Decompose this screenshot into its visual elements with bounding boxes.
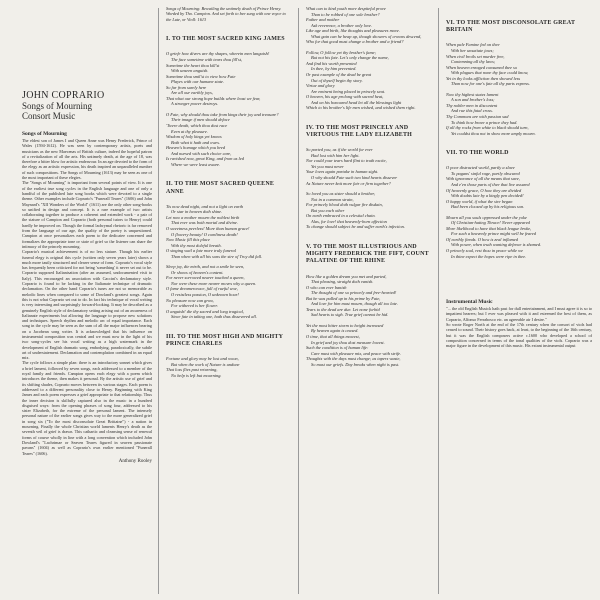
verse-line: And nursed with such choice care,: [171, 150, 232, 156]
column-divider: [298, 8, 299, 594]
verse-line: Had lost with him her light.: [311, 152, 360, 158]
instrumental-notes: [446, 299, 592, 348]
essay-paragraph: The eldest son of James I and Queen Anne was Henry Frederick, Prince of Wales (1594-1612). He was seen by contemporary artists, poets and musicians as the new Maecenas of British culture, indeed the hopeful patron of a revitalization of all the arts. His untimely death, at the age of 18, was therefore a bitter blow for artistic endeavour. In an age devoted to the form of the elegy as an artistic expression, his death inspired an unparalleled number of such compositions. The Songs of Mourning (1613) may be seen as one of the most important of these elegies.: [22, 138, 152, 181]
verse-line: With ignorance of all the means that save,: [446, 176, 520, 182]
verse-line: O anguish! die thy sacred and long tragical,: [166, 308, 244, 314]
verse-line: That loss flies past returning,: [166, 367, 218, 373]
verse-line: Father and mother: [306, 17, 340, 23]
verse-line: O sweetness peerless! More than human grace!: [166, 225, 250, 231]
section-heading: VII. TO THE WORLD: [446, 150, 509, 157]
verse-line: The thought of one so princely and free-hearted!: [311, 290, 397, 296]
verse-line: O time, that all things mowest,: [306, 333, 360, 339]
verse-line: Sleep joy, die mirth, and not a smile be seen,: [166, 264, 245, 270]
verse-line: So loved you as sister should a brother,: [306, 191, 375, 197]
verse-line: Follow, O follow yet thy brother's fame;: [306, 49, 377, 55]
verse-line: To think how brave a prince they had.: [451, 119, 518, 125]
verse-line: Nor were these more nearer moves why a queen.: [171, 280, 257, 286]
verse-line: And find his worth presented: [306, 60, 357, 66]
column-divider: [158, 8, 159, 594]
verse-line: By heaven again is ceased.: [311, 328, 359, 334]
verse-line: That pleasing, straight doth vanish.: [311, 279, 374, 285]
verse-line: Are all our earthly joys,: [171, 90, 213, 96]
verse-line: Let now a mother mourn the noblest birth: [166, 214, 240, 220]
verse-line: To pagans' sinful rage, partly obscured: [451, 170, 520, 176]
verse-line: Thy nobler men in discontent: [446, 102, 498, 108]
verse-line: O why should Fate such two kind hearts dissever: [311, 174, 398, 180]
stanza: [166, 51, 292, 106]
verse-line: O who can ever banish: [306, 284, 347, 290]
stanza: [306, 274, 432, 318]
verse-line: Their image if men should deface: [171, 117, 230, 123]
verse-line: Or shows of heaven's content.: [171, 269, 224, 275]
verse-line: Of heavenly grace, O how they are divided: [446, 187, 522, 193]
album-subtitle-1: Songs of Mourning: [22, 101, 93, 111]
song-sections: [306, 125, 432, 367]
section-heading: III. TO THE MOST HIGH AND MIGHTY PRINCE CHARLES: [166, 333, 283, 347]
verse-line: Like age and birth, like thoughts and pleasures move.: [306, 28, 400, 34]
verse-line: O resistless passion, O unknown hour!: [171, 291, 239, 297]
composer-title: JOHN COPRARIO: [22, 90, 105, 101]
verse-line: With power, when truth wanting defence is shamed.: [451, 242, 542, 248]
verse-line: Had been cloosed up by his religious son.: [451, 204, 525, 210]
verse-line: Fortune and glory may be lost and woon,: [166, 356, 239, 362]
verse-line: Thy Commons are with passion sad: [446, 113, 509, 119]
verse-line: And love for him must mourn, though all too late.: [311, 301, 398, 307]
verse-line: With unseen anguish.: [171, 68, 209, 74]
verse-line: O princely soul, rest thou in peace while we: [446, 248, 524, 254]
verse-line: 'Twere death, which thou dost race: [166, 122, 228, 128]
verse-line: Sad hearts to sigh. True grief cannot be hid.: [311, 312, 389, 318]
verse-line: O fame dreamerceace, full of rueful woe,: [166, 286, 238, 292]
instrumental-heading: Instrumental Music: [446, 299, 493, 306]
verse-line: Where we were least aware.: [171, 161, 221, 167]
verse-line: And on his honoured head let all the blessings light: [311, 99, 402, 105]
verse-line: With her unsatiate jaws;: [451, 47, 494, 53]
verse-line: Your loves again partake in human sight.: [306, 169, 379, 175]
essay-paragraph: The "Songs of Mourning" is important from several points of view. It is one of the earliest true song cycles in the English language and one of only a handful of the published lute song books which were devoted to a single theme. Other examples include Coprario's "Funerall Teares" (1606) and John Maynard's "XII Wonders of the World" (1611) are the only other song-books so unified in design and concept. It is a rare example of two artists collaborating together to produce a coherent and extended work - a pair of the stature of Campion and Coprario (both personal tutors to Henry) could hardly be improved on. Though the formal lachrymal rhetoric is far removed from the language of our age, the quality of the poetry is unquestioned. Campion at once personalizes each poem to the dedicatee concerned and formalizes the appropriate tone or state of grief so the listener can share the intimacy of the princely mourning.: [22, 180, 152, 249]
verse-line: With thy most doleful breath.: [171, 242, 222, 248]
essay-paragraph: The cycle follows a simple plan: there is an introductory sonnet which gives a brief lament, followed by seven songs, each addressed to a member of the royal family and friends. Campion opens each elegy with a poem which introduces the theme, then makes it personal. By the artistic use of grief and its shifting shades, Coprario moves between its various stages. Each poem is addressed to a different personality close to Henry. Beginning with King James and each poem expresses a grief appropriate to that relationship. Thus the inner decision is skilfully captured also in the music in a hundred disguised ways: from the opening phrases of song four, addressed to his sister Elizabeth, for the extreme of the personal lament. The intensely personal nature of the earlier songs gives way to the more generalized grief in song six ("To the most disconsolate Great Brittaine") - a nation in mourning. Finally the whole Christian world laments Henry's death as the seventh veil of grief is drawn. This cathartic and cleansing sense of renewal forms of course wholly in line with a long convention which included John Dowland's "Lachrimae or Seaven Teares figured in seaven passionate pavans" (1604) as well as Coprario's own earlier mentioned "Funerall Teares" (1606).: [22, 360, 152, 456]
verse-line: Such the condition is of human life:: [306, 345, 369, 351]
verse-line: With plagues that none thy face could know,: [451, 70, 529, 76]
stanza: [446, 42, 592, 86]
verse-line: No help is left but mourning.: [171, 372, 222, 378]
verse-line: So far from surely here: [166, 84, 207, 90]
essay-column: [0, 0, 158, 600]
verse-line: More likelihood to have that black league broke,: [446, 225, 532, 231]
song-sections: [166, 36, 292, 378]
verse-line: As Nature never knit more fair or firm together?: [306, 180, 391, 186]
verse-line: Or star in heaven doth shine.: [171, 209, 223, 215]
verse-line: Mourn all you souls oppressed under the yoke: [446, 214, 527, 220]
verse-line: For never sorrowed nearer touched a queen,: [166, 275, 245, 281]
verse-line: In thee, by him prevented.: [311, 66, 357, 72]
verse-line: Than now for one's fate all thy parts express.: [451, 81, 530, 87]
section-heading: VI. TO THE MOST DISCONSOLATE GREAT BRITAIN: [446, 20, 576, 34]
verse-line: Ask reverence, a brother only love.: [311, 22, 373, 28]
stanza: [166, 204, 292, 259]
verse-line: In grief and joy thou dost measure lowest.: [311, 339, 385, 345]
lyrics-column-3: [300, 0, 436, 600]
stanza: [306, 50, 432, 111]
verse-line: Yet you must never: [311, 163, 344, 169]
verse-line: When pale Famine fed on thee: [446, 42, 500, 48]
lyrics-column-4: [440, 0, 600, 600]
verse-line: Or past example of the dead be great: [306, 72, 372, 78]
song-sections: [446, 20, 592, 259]
verse-line: O poor distracted world, partly a slave: [446, 165, 515, 171]
stanza: [446, 215, 592, 259]
verse-line: That what our strong hope builds where least we fear,: [166, 95, 261, 101]
verse-line: Yet couldst thou not in show more amply mourn.: [451, 130, 536, 136]
verse-line: Contemning all thy laws;: [451, 59, 496, 65]
verse-line: And e'en those parts of thee that live assured: [451, 182, 530, 187]
verse-line: Heaven's homage which you bred: [166, 145, 226, 151]
verse-line: That ever was both mortal and divine.: [171, 220, 238, 226]
album-subtitle-2: Consort Music: [22, 111, 76, 121]
verse-line: Sometime the heart thou kill'st: [166, 62, 220, 68]
stanza: [166, 264, 292, 319]
verse-line: Tis now dead night, and not a light on earth: [166, 203, 244, 209]
verse-line: Sometime thou smil'st to view how Fate: [166, 73, 236, 79]
verse-line: But he was pulled up in his prime by Fate,: [306, 295, 381, 301]
stanza: [306, 147, 432, 186]
verse-line: Care must with pleasure mix, and peace with strife.: [311, 350, 402, 356]
stanza: [446, 92, 592, 136]
verse-line: O singing wail a fate more truly funeral: [166, 248, 236, 254]
verse-line: If all thy rocks from white to black should turn,: [446, 125, 529, 131]
lyrics-column-2: [160, 0, 296, 600]
verse-line: A son and brother's loss;: [451, 97, 495, 103]
verse-line: Out of thyself begin thy story.: [311, 77, 363, 83]
stanza: [446, 165, 592, 209]
verse-line: So must our griefs. Day breaks when night is past.: [311, 361, 400, 367]
verse-line: O Fate, why should thou take from kings their joy and treasure?: [166, 111, 279, 117]
verse-line: But you each other: [311, 207, 345, 213]
verse-line: So parted you, as if the world for ever: [306, 147, 373, 153]
essay-paragraph: Coprario's musical achievement is of no less stature. Though his earlier funeral elegy is original this cycle (written only seven years later) shows a much more tautly structured and clearer sense of form. Coprario's vocal style has frequently been criticized for not being 'something' it never set out to be. Coprario supposed Italianisation (after an assumed, undocumented visit to Italy). This encouraged an association with Caccini's declamatory style. Coprario is found to be lacking in the Italianate technique of dramatic declamation. On the other hand Coprario's tunes are not so memorable as melodic lines when compared to some of Dowland's greatest songs. Again this is not what Coprario set out to do. In fact his technique of vocal writing is very interesting and surprisingly forward-looking. It may be described as a genuinely English style of declamatory setting arising out of an awareness of Italianate experiments but allowing the language to propose new solutions and techniques. Speech rhythm and melodic arc of equal importance. Each song in the cycle may be seen as the sum of all the major influences bearing on a Jacobean song writer. It is acknowledged that his influence on instrumental composition was central and we must now in the light of his two song-cycles see his vocal writing as a high watermark in the development of English dramatic song, embodying, paradoxically, the subtle art of understatement. Declamation and contemplation combined in an equal mix.: [22, 249, 152, 361]
verse-line: Now thy highest states lament: [446, 91, 499, 97]
verse-line: A stronger power destroys.: [171, 101, 219, 107]
verse-line: But when the work of Nature is undone: [171, 361, 240, 367]
verse-line: To change should subject be and suffer earth's infection.: [306, 224, 405, 230]
column-divider: [438, 8, 439, 594]
verse-line: Playes with our humane state.: [171, 79, 225, 85]
verse-line: Than when with all his sons the sire of Troy did fall.: [171, 253, 263, 259]
verse-line: For withered is her flower.: [171, 303, 218, 309]
section-heading: I. TO THE MOST SACRED KING JAMES: [166, 36, 285, 43]
verse-line: Now Music fill this place: [166, 237, 210, 243]
section-heading: II. TO THE MOST SACRED QUEENE ANNE: [166, 181, 275, 195]
song-continuation: [306, 6, 432, 111]
verse-line: For such a heavenly prince might well be feared: [451, 231, 536, 237]
stanza: [166, 112, 292, 167]
verse-line: Yet the most bitter storm to height increased: [306, 322, 384, 328]
verse-line: Virtue and glory: [306, 83, 335, 89]
instrumental-paragraph: So wrote Roger North at the end of the 17th century when the consort of viols had ceased to sound. Their history goes back, at least, to the beginning of the 16th century, but it was the English composers active c.1600 who developed a school of composition concerned in terms of the tonal qualities of the viols. Coprario was a major figure in the development of this music. His extant instrumental output: [446, 322, 592, 349]
verse-line: Of earthly fiends. O how is zeal inflamed: [446, 236, 518, 242]
stanza: [306, 6, 432, 45]
verse-line: Than to be robbed of one sole brother?: [311, 11, 380, 17]
verse-line: When heaven enraged consumed thee so: [446, 64, 518, 70]
verse-line: The face sometime with tears thou fill'st,: [171, 56, 243, 62]
verse-line: Is ravished now, great King, and from us led: [166, 156, 244, 162]
verse-line: Tears to the dead are due. Let none forbid: [306, 306, 380, 312]
stanza: [306, 191, 432, 230]
verse-line: Nor could your tears hard flint to truth excite,: [306, 158, 387, 164]
author-signature: Anthony Rooley: [118, 458, 152, 464]
section-heading: V. TO THE MOST ILLUSTRIOUS AND MIGHTY FREDERICK THE FIFT, COUNT PALATINE OF THE RHINE: [306, 243, 429, 265]
verse-line: Are eminent being placed in princely seat.: [311, 88, 386, 94]
instrumental-paragraph: "... the old English Musick hath past for dull entertainment, and I must agree it is so to impatient hearers; but I ever was pleased with it and esteemed the best of them, as Coprario, Alfonso Ferrabosco etc. an agreeable air I desire.": [446, 306, 592, 322]
verse-line: Thoughts with the days must change; as tapers waste,: [306, 356, 401, 362]
verse-line: Who for that good must change a brother and a friend?: [306, 39, 404, 45]
verse-line: Yet in thy looks affliction then showed less: [446, 75, 521, 81]
verse-line: Since fate in taking one, hath thus dissevered all.: [171, 314, 257, 320]
verse-line: No pleasure now can grow,: [166, 297, 214, 303]
essay-heading: Songs of Mourning: [22, 131, 67, 137]
verse-line: How like a golden dream you met and parted,: [306, 273, 387, 279]
verse-line: In thine expect the hopes were ripe in thee.: [451, 253, 527, 259]
verse-line: Which to his brother's life men wished, and wished them right.: [306, 105, 416, 111]
verse-line: Even at thy pleasure.: [171, 128, 208, 134]
verse-line: For princely blood doth vulgar fire disdain,: [306, 202, 383, 208]
verse-line: But not his fate. Let's only change the name,: [311, 55, 389, 61]
verse-line: O heaven, his age prolong with sacred heat,: [306, 94, 384, 100]
stanza: [306, 323, 432, 367]
verse-line: And rue this fatal cross.: [451, 108, 493, 114]
verse-line: On earth embraced in a celestial chain.: [306, 213, 376, 219]
verse-line: Alas, for love! that heavenly-born affection: [311, 218, 387, 224]
section-heading: IV. TO THE MOST PRINCELY AND VIRTUOUS THE LADY ELIZABETH: [306, 124, 413, 139]
verse-line: Not in a common strain,: [311, 196, 354, 202]
verse-line: Of Christian-hating Thrace! Never appeared: [451, 220, 530, 226]
dedication-text: Songs of Mourning: Bewailing the untimely death of Prince Henry. Worded by Tho. Campion. And set forth to bee sung with one voyce to the Lute, or Violl: 1613: [166, 6, 286, 22]
verse-line: What gain can he heap up, though showers of crowns descend,: [311, 33, 422, 39]
verse-line: With doubts late by a kingly pen decided!: [451, 193, 524, 199]
verse-line: Wisdom of holy kings yet knows: [166, 134, 222, 140]
verse-line: When civil broils set murder free,: [446, 53, 505, 59]
verse-line: O flowery beauty! O comliness death!: [171, 231, 238, 237]
stanza: [166, 356, 292, 378]
verse-line: O griefe how divers are thy shapes, wherein men languish!: [166, 51, 270, 57]
verse-line: Both what it hath and owes.: [171, 139, 221, 145]
verse-line: What can to kind youth more despiteful prove: [306, 6, 386, 11]
verse-line: O happy world, if what the sire began: [446, 198, 513, 204]
